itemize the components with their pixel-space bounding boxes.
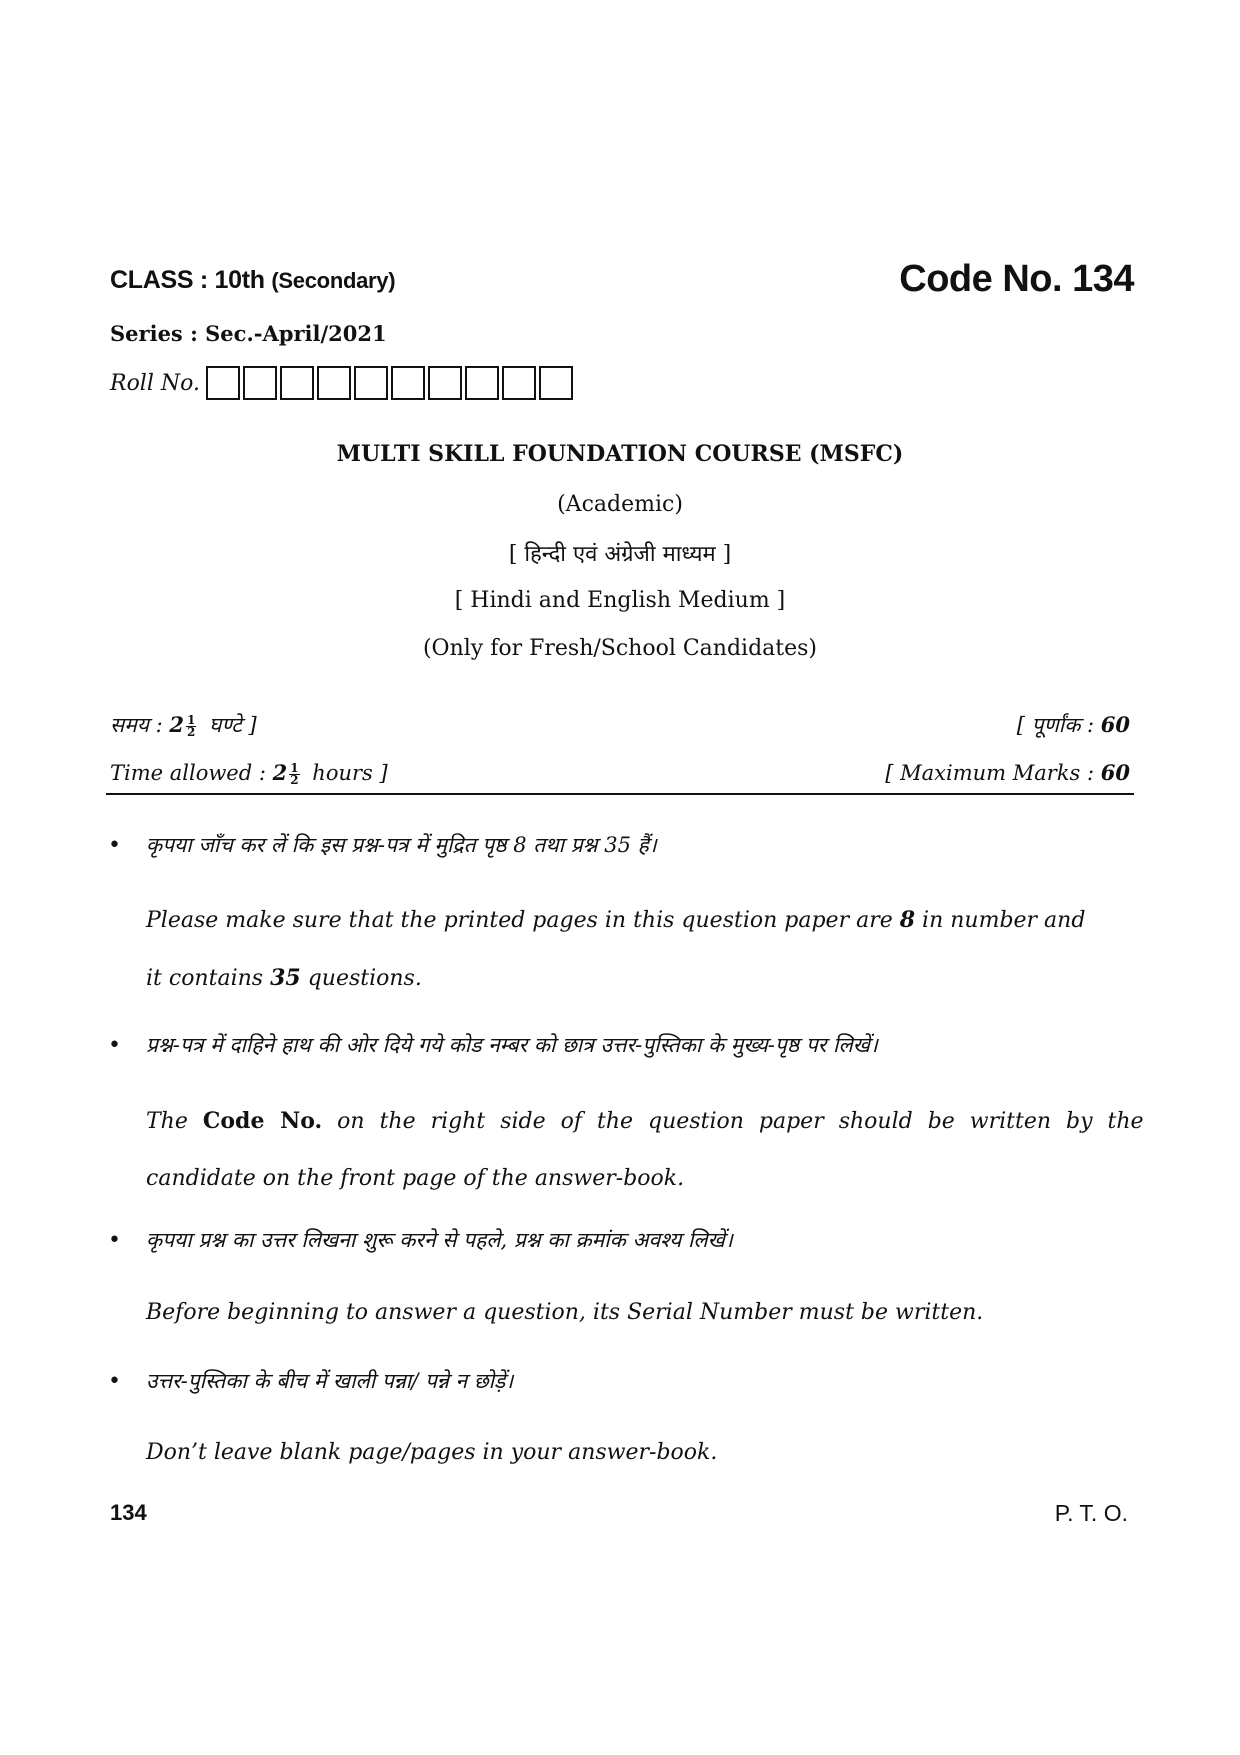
text-segment: Please make sure that the printed pages in this question paper are	[146, 908, 893, 933]
instruction-4-hindi: उत्तर-पुस्तिका के बीच में खाली पन्ना/ पन्ने न छोड़ें।	[146, 1369, 514, 1393]
marks-hi-label: [ पूर्णांक :	[1016, 713, 1095, 737]
class-label: CLASS : 10th	[110, 266, 265, 294]
bold-segment: 35	[270, 965, 301, 991]
roll-box[interactable]	[206, 366, 240, 400]
marks-en-label: [ Maximum Marks :	[885, 761, 1095, 785]
instruction-2-english-line1	[146, 1108, 1144, 1134]
footer-pto: P. T. O.	[1054, 1500, 1128, 1526]
text-segment: The	[146, 1109, 188, 1134]
instruction-1-english-line1	[146, 907, 1085, 933]
header-divider	[106, 793, 1134, 795]
bold-segment: 8	[899, 907, 916, 933]
time-hindi	[110, 711, 257, 739]
roll-box[interactable]	[243, 366, 277, 400]
time-hi-whole: 2	[169, 712, 184, 737]
time-hi-label: समय :	[110, 713, 163, 737]
bullet: •	[108, 1369, 121, 1394]
instruction-3-english: Before beginning to answer a question, its Serial Number must be written.	[146, 1300, 984, 1325]
roll-number-boxes	[206, 366, 576, 400]
marks-hi-value: 60	[1100, 712, 1130, 737]
roll-box[interactable]	[280, 366, 314, 400]
roll-box[interactable]	[428, 366, 462, 400]
roll-box[interactable]	[539, 366, 573, 400]
class-line	[110, 266, 395, 295]
fraction-denominator: 2	[187, 725, 196, 739]
bullet: •	[108, 1228, 121, 1253]
time-en-label: Time allowed :	[110, 761, 266, 785]
instruction-1-english-line2	[146, 965, 422, 991]
marks-english	[885, 760, 1130, 785]
roll-box[interactable]	[391, 366, 425, 400]
roll-box[interactable]	[354, 366, 388, 400]
instruction-3-hindi: कृपया प्रश्न का उत्तर लिखना शुरू करने से पहले, प्रश्न का क्रमांक अवश्य लिखें।	[146, 1228, 733, 1252]
fraction-numerator: 1	[290, 761, 299, 775]
medium-english: [ Hindi and English Medium ]	[454, 588, 786, 613]
time-hi-unit: घण्टे ]	[209, 713, 257, 737]
roll-label: Roll No.	[110, 370, 200, 396]
text-segment: on the right side of the question paper should be written by the	[337, 1109, 1144, 1134]
bullet: •	[108, 1033, 121, 1058]
bullet: •	[108, 833, 121, 858]
bold-segment: Code No.	[202, 1108, 323, 1134]
marks-hindi	[1017, 711, 1130, 739]
course-title: MULTI SKILL FOUNDATION COURSE (MSFC)	[336, 441, 904, 467]
roll-box[interactable]	[502, 366, 536, 400]
marks-en-value: 60	[1100, 760, 1130, 785]
instruction-2-hindi: प्रश्न-पत्र में दाहिने हाथ की ओर दिये गये कोड नम्बर को छात्र उत्तर-पुस्तिका के मुख्य-पृष्ठ पर लिखें।	[146, 1033, 878, 1057]
code-number: Code No. 134	[899, 258, 1134, 300]
class-sub: (Secondary)	[271, 268, 396, 293]
instruction-4-english: Don’t leave blank page/pages in your answer-book.	[146, 1440, 718, 1465]
text-segment: it contains	[146, 966, 264, 991]
series-label: Series : Sec.-April/2021	[110, 321, 387, 346]
time-english	[110, 760, 388, 786]
instruction-2-english-line2: candidate on the front page of the answer-book.	[146, 1166, 685, 1191]
text-segment: in number and	[922, 908, 1086, 933]
candidates-note: (Only for Fresh/School Candidates)	[422, 636, 818, 661]
fraction-numerator: 1	[187, 713, 196, 727]
time-en-whole: 2	[272, 760, 288, 785]
academic-label: (Academic)	[557, 492, 683, 517]
fraction-denominator: 2	[290, 773, 299, 787]
time-hi-fraction	[186, 715, 196, 738]
roll-box[interactable]	[317, 366, 351, 400]
roll-number-row	[110, 366, 576, 400]
time-en-unit: hours ]	[312, 761, 388, 785]
roll-box[interactable]	[465, 366, 499, 400]
medium-hindi: [ हिन्दी एवं अंग्रेजी माध्यम ]	[508, 542, 732, 567]
text-segment: questions.	[307, 966, 422, 991]
instruction-1-hindi: कृपया जाँच कर लें कि इस प्रश्न-पत्र में मुद्रित पृष्ठ 8 तथा प्रश्न 35 हैं।	[146, 833, 657, 857]
footer-code: 134	[110, 1500, 147, 1525]
time-en-fraction	[289, 763, 299, 786]
